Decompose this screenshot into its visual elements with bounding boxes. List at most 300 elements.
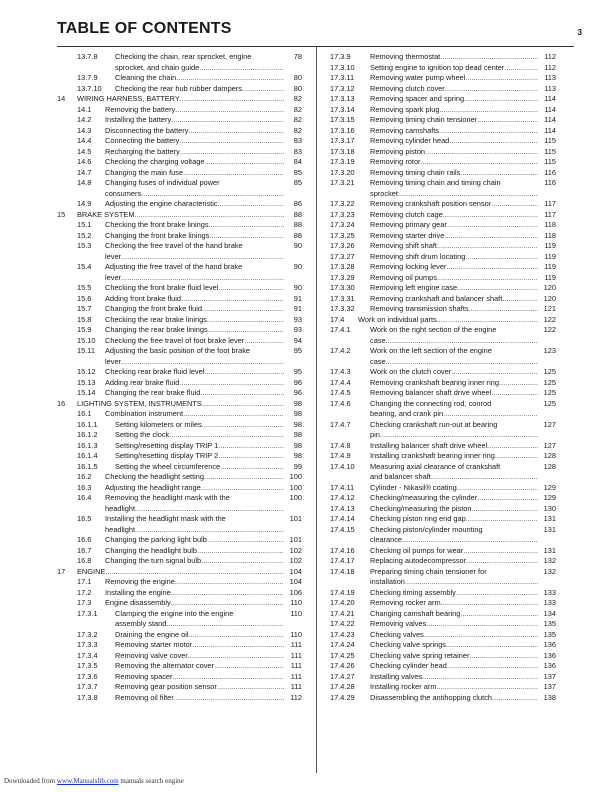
toc-entry-page: 82 <box>293 104 302 114</box>
toc-entry[interactable] <box>57 147 302 158</box>
toc-entry-number: 14.1 <box>77 104 92 114</box>
dot-leader <box>183 409 284 420</box>
toc-entry-number: 15.7 <box>77 304 92 313</box>
toc-entry[interactable] <box>330 231 556 242</box>
toc-entry-title: Setting/resetting display TRIP 2 <box>115 451 219 460</box>
dot-leader <box>188 126 284 137</box>
toc-entry[interactable] <box>57 294 302 305</box>
toc-entry[interactable] <box>57 409 302 420</box>
dot-leader <box>171 115 284 126</box>
toc-entry-page: 132 <box>543 556 556 565</box>
toc-entry[interactable] <box>57 157 302 168</box>
toc-entry-title: Adjusting the basic position of the foot brake <box>105 346 251 355</box>
toc-entry-title: Removing valve cover <box>115 650 188 660</box>
toc-entry[interactable] <box>330 325 556 346</box>
toc-entry-number: 17.4.23 <box>330 629 355 639</box>
toc-entry-page: 100 <box>289 493 302 502</box>
dot-leader <box>202 399 284 410</box>
toc-entry-number: 17.3.24 <box>330 220 355 229</box>
dot-leader <box>443 210 538 221</box>
toc-entry[interactable] <box>330 640 556 651</box>
toc-entry-page: 116 <box>544 167 556 177</box>
toc-entry[interactable] <box>330 84 556 95</box>
toc-entry[interactable] <box>330 619 556 630</box>
toc-entry-number: 17.3.6 <box>77 671 98 681</box>
toc-entry-page: 113 <box>544 83 556 93</box>
toc-entry-page: 85 <box>293 167 302 177</box>
toc-entry-page: 98 <box>293 419 302 429</box>
toc-entry-number: 14.5 <box>77 146 92 156</box>
toc-entry-title-continued: lever <box>105 272 122 282</box>
toc-entry[interactable] <box>57 168 302 179</box>
dot-leader <box>437 241 538 252</box>
toc-entry-number: 17.4.21 <box>330 608 355 618</box>
toc-entry[interactable] <box>57 388 302 399</box>
dot-leader <box>201 556 284 567</box>
toc-entry-number: 15.10 <box>77 335 96 345</box>
toc-entry[interactable] <box>57 346 302 367</box>
toc-entry-title: Checking the front brake fluid level <box>105 283 219 292</box>
toc-entry[interactable] <box>330 451 556 462</box>
toc-entry[interactable] <box>57 241 302 262</box>
toc-entry-page: 130 <box>543 503 556 513</box>
toc-entry-title: Replacing autodecompressor <box>370 556 467 565</box>
toc-entry-title: Disassembling the antihopping clutch <box>370 692 493 702</box>
dot-leader <box>180 147 284 158</box>
dot-leader <box>499 378 538 389</box>
toc-entry[interactable] <box>330 630 556 641</box>
toc-entry[interactable] <box>330 609 556 620</box>
toc-entry-page: 137 <box>543 682 556 691</box>
toc-entry-page: 88 <box>293 230 302 240</box>
toc-entry-page: 95 <box>293 346 302 355</box>
toc-entry[interactable] <box>330 220 556 231</box>
toc-entry-title: Work on the clutch cover <box>370 367 452 376</box>
toc-entry-page: 114 <box>544 94 556 103</box>
page-title: TABLE OF CONTENTS <box>57 20 232 37</box>
toc-entry[interactable] <box>330 556 556 567</box>
toc-entry-page: 83 <box>293 136 302 145</box>
toc-entry[interactable] <box>330 252 556 263</box>
dot-leader <box>218 441 284 452</box>
dot-leader <box>171 598 284 609</box>
toc-entry[interactable] <box>330 168 556 179</box>
toc-entry-page: 111 <box>290 650 302 660</box>
dot-leader <box>439 105 538 116</box>
toc-entry-page: 117 <box>544 199 556 208</box>
toc-entry[interactable] <box>57 52 302 73</box>
toc-entry-title: Removing gear position sensor <box>115 682 217 691</box>
toc-entry[interactable] <box>57 672 302 683</box>
toc-entry-page: 101 <box>289 514 302 523</box>
toc-entry-title-continued: clearance <box>370 535 403 544</box>
dot-leader <box>456 588 538 599</box>
toc-entry[interactable] <box>330 315 556 326</box>
toc-entry[interactable] <box>57 588 302 599</box>
toc-entry-number: 17.4 <box>330 314 345 324</box>
toc-entry[interactable] <box>330 52 556 63</box>
toc-entry[interactable] <box>330 126 556 137</box>
toc-entry-number: 17.4.20 <box>330 598 355 607</box>
toc-entry-title: Installing rocker arm <box>370 682 437 691</box>
toc-entry[interactable] <box>57 661 302 672</box>
toc-entry[interactable] <box>57 220 302 231</box>
toc-entry[interactable] <box>57 556 302 567</box>
toc-entry[interactable] <box>330 399 556 420</box>
toc-entry[interactable] <box>57 609 302 630</box>
toc-entry[interactable] <box>330 346 556 367</box>
dot-leader <box>135 525 284 536</box>
toc-entry-title: Checking valve spring retainer <box>370 650 470 660</box>
toc-entry-number: 16.6 <box>77 535 92 544</box>
toc-entry[interactable] <box>330 73 556 84</box>
toc-entry[interactable] <box>57 115 302 126</box>
toc-entry[interactable] <box>57 178 302 199</box>
toc-entry[interactable] <box>330 157 556 168</box>
toc-entry[interactable] <box>57 441 302 452</box>
toc-entry-title: Installing balancer shaft drive wheel <box>370 440 488 450</box>
toc-entry-number: 17.3.12 <box>330 83 355 93</box>
toc-entry-number: 17.4.25 <box>330 650 355 660</box>
toc-entry-number: 17.3.25 <box>330 230 355 240</box>
toc-entry[interactable] <box>57 136 302 147</box>
toc-entry[interactable] <box>57 210 302 221</box>
toc-entry-title: BRAKE SYSTEM <box>77 209 135 219</box>
toc-entry[interactable] <box>330 241 556 252</box>
toc-entry-title: Removing the battery <box>105 104 176 114</box>
toc-entry-number: 16.5 <box>77 514 92 523</box>
toc-entry-page: 90 <box>293 241 302 250</box>
toc-entry[interactable] <box>330 136 556 147</box>
dot-leader <box>405 577 538 588</box>
toc-entry[interactable] <box>330 378 556 389</box>
toc-entry-page: 104 <box>289 566 302 576</box>
toc-entry-page: 135 <box>543 629 556 639</box>
toc-entry-title: WIRING HARNESS, BATTERY <box>77 94 180 103</box>
toc-entry-title: Removing transmission shafts <box>370 304 469 313</box>
toc-entry[interactable] <box>330 178 556 199</box>
toc-entry-page: 110 <box>290 608 302 618</box>
toc-entry-title: Removing spacer and spring <box>370 94 465 103</box>
toc-entry-number: 17.4.28 <box>330 682 355 691</box>
toc-entry-page: 101 <box>289 535 302 544</box>
toc-entry-page: 120 <box>543 293 556 303</box>
dot-leader <box>217 682 284 693</box>
toc-entry[interactable] <box>330 283 556 294</box>
toc-entry-page: 131 <box>543 524 556 534</box>
toc-entry[interactable] <box>330 462 556 483</box>
toc-entry-page: 111 <box>290 640 302 649</box>
dot-leader <box>487 441 538 452</box>
dot-leader <box>446 640 538 651</box>
toc-entry-title-continued: assembly stand <box>115 619 167 628</box>
toc-entry[interactable] <box>57 451 302 462</box>
toc-entry-title: Changing fuses of individual power <box>105 178 220 187</box>
toc-entry[interactable] <box>57 682 302 693</box>
toc-entry-number: 15.6 <box>77 293 92 303</box>
dot-leader <box>244 336 284 347</box>
toc-entry-title: Changing camshaft bearing <box>370 608 461 618</box>
toc-entry-number: 15.8 <box>77 314 92 324</box>
toc-entry-number: 16 <box>57 398 66 408</box>
toc-entry[interactable] <box>330 273 556 284</box>
toc-entry-page: 88 <box>293 209 302 219</box>
toc-entry-number: 17.3.22 <box>330 199 355 208</box>
toc-entry-page: 98 <box>293 398 302 408</box>
toc-entry-title: Removing clutch cage <box>370 209 443 219</box>
dot-leader <box>437 315 538 326</box>
toc-entry-title: Removing shift drum locating <box>370 251 466 261</box>
toc-entry-page: 122 <box>543 325 556 334</box>
dot-leader <box>202 420 284 431</box>
toc-entry-title: Checking the free travel of the hand brake <box>105 241 243 250</box>
toc-entry-page: 91 <box>293 293 302 303</box>
toc-entry[interactable] <box>330 210 556 221</box>
toc-entry-title: Removing valves <box>370 619 427 628</box>
toc-entry[interactable] <box>330 651 556 662</box>
dot-leader <box>465 252 538 263</box>
toc-entry-page: 122 <box>543 314 556 324</box>
toc-entry[interactable] <box>57 493 302 514</box>
toc-entry[interactable] <box>330 525 556 546</box>
toc-entry[interactable] <box>57 84 302 95</box>
toc-entry[interactable] <box>57 325 302 336</box>
dot-leader <box>218 283 284 294</box>
toc-entry[interactable] <box>330 63 556 74</box>
toc-entry-title: Work on individual parts <box>358 314 437 324</box>
toc-entry-number: 17.4.5 <box>330 388 351 397</box>
toc-entry-number: 17.4.17 <box>330 556 355 565</box>
toc-entry[interactable] <box>57 693 302 704</box>
toc-entry[interactable] <box>57 126 302 137</box>
toc-entry[interactable] <box>330 441 556 452</box>
toc-entry-page: 125 <box>543 377 556 387</box>
toc-entry-number: 17.2 <box>77 587 92 597</box>
toc-entry-number: 14.6 <box>77 157 92 166</box>
dot-leader <box>441 598 538 609</box>
toc-entry[interactable] <box>330 598 556 609</box>
toc-entry[interactable] <box>330 115 556 126</box>
toc-entry-title: Installing the battery <box>105 115 172 124</box>
footer-link[interactable]: www.Manualslib.com <box>56 777 119 785</box>
toc-entry-page: 136 <box>543 661 556 670</box>
toc-entry-page: 80 <box>293 83 302 93</box>
toc-entry[interactable] <box>330 693 556 704</box>
toc-entry[interactable] <box>330 199 556 210</box>
dot-leader <box>176 73 284 84</box>
toc-entry-number: 17.3.2 <box>77 629 98 639</box>
dot-leader <box>491 388 538 399</box>
dot-leader <box>504 63 538 74</box>
dot-leader <box>477 115 538 126</box>
toc-entry-page: 104 <box>289 577 302 586</box>
toc-entry-number: 15.14 <box>77 388 96 397</box>
toc-entry[interactable] <box>57 367 302 378</box>
column-divider <box>316 47 317 773</box>
toc-entry-title: Preparing timing chain tensioner for <box>370 566 487 576</box>
toc-entry[interactable] <box>330 504 556 515</box>
dot-leader <box>209 220 284 231</box>
toc-entry-title: Checking/measuring the piston <box>370 503 472 513</box>
toc-entry[interactable] <box>57 399 302 410</box>
toc-entry-number: 17.3.10 <box>330 62 355 72</box>
toc-entry-number: 17.4.7 <box>330 419 351 429</box>
toc-entry-page: 118 <box>544 220 556 229</box>
toc-entry-title: Removing timing chain rails <box>370 167 461 177</box>
toc-entry-number: 17.4.14 <box>330 514 355 523</box>
toc-entry-title: Removing oil pumps <box>370 272 437 282</box>
toc-entry[interactable] <box>330 493 556 504</box>
toc-entry[interactable] <box>57 231 302 242</box>
dot-leader <box>457 483 538 494</box>
toc-entry-title: Removing water pump wheel <box>370 73 466 82</box>
toc-entry-page: 128 <box>543 451 556 460</box>
toc-entry-page: 98 <box>293 451 302 460</box>
toc-entry-page: 82 <box>293 115 302 124</box>
toc-entry-page: 114 <box>544 115 556 124</box>
dot-leader <box>204 157 284 168</box>
toc-entry-title-continued: sprocket, and chain guide <box>115 62 200 72</box>
toc-entry-title: Setting kilometers or miles <box>115 419 202 429</box>
toc-entry[interactable] <box>57 598 302 609</box>
toc-entry[interactable] <box>330 567 556 588</box>
toc-entry-number: 13.7.10 <box>77 83 102 93</box>
toc-entry-page: 98 <box>293 440 302 450</box>
toc-entry-title: Removing the headlight mask with the <box>105 493 230 502</box>
toc-entry[interactable] <box>330 367 556 378</box>
toc-entry[interactable] <box>330 294 556 305</box>
toc-entry[interactable] <box>57 336 302 347</box>
toc-entry[interactable] <box>57 630 302 641</box>
toc-entry-number: 17.3.32 <box>330 304 355 313</box>
toc-entry-title: Removing rocker arm <box>370 598 441 607</box>
toc-entry[interactable] <box>330 420 556 441</box>
dot-leader <box>189 630 284 641</box>
toc-entry-title: Installing crankshaft bearing inner ring <box>370 451 495 460</box>
toc-entry-title: Changing the parking light bulb <box>105 535 207 544</box>
toc-entry[interactable] <box>330 147 556 158</box>
toc-entry[interactable] <box>57 105 302 116</box>
dot-leader <box>173 672 284 683</box>
toc-entry-title: Checking the rear hub rubber dampers <box>115 83 242 93</box>
toc-entry-title: Setting/resetting display TRIP 1 <box>115 440 219 450</box>
toc-entry[interactable] <box>330 672 556 683</box>
toc-entry[interactable] <box>57 283 302 294</box>
toc-entry-number: 17.3.14 <box>330 104 355 114</box>
toc-entry-page: 93 <box>293 325 302 334</box>
toc-entry-number: 15.2 <box>77 230 92 240</box>
toc-entry[interactable] <box>57 262 302 283</box>
dot-leader <box>447 220 538 231</box>
toc-entry-number: 15.5 <box>77 283 92 292</box>
toc-entry[interactable] <box>57 472 302 483</box>
toc-entry[interactable] <box>57 73 302 84</box>
toc-entry-title: Checking the front brake linings <box>105 220 209 229</box>
toc-entry[interactable] <box>57 535 302 546</box>
toc-entry-title: Checking crankshaft run-out at bearing <box>370 419 498 429</box>
toc-entry-title: Cylinder - Nikasil® coating <box>370 482 457 492</box>
toc-entry[interactable] <box>330 546 556 557</box>
toc-entry-title: Changing the headlight bulb <box>105 545 198 555</box>
toc-entry-page: 111 <box>290 661 302 670</box>
toc-entry-number: 17 <box>57 566 66 576</box>
toc-entry[interactable] <box>57 378 302 389</box>
toc-entry-title: LIGHTING SYSTEM, INSTRUMENTS <box>77 398 202 408</box>
toc-entry-title: Removing shift shaft <box>370 241 437 250</box>
dot-leader <box>207 535 284 546</box>
dot-leader <box>169 430 284 441</box>
toc-entry-number: 17.4.27 <box>330 671 355 681</box>
toc-entry[interactable] <box>57 315 302 326</box>
toc-entry-title: Adding front brake fluid <box>105 293 182 303</box>
toc-entry[interactable] <box>57 304 302 315</box>
dot-leader <box>181 294 284 305</box>
toc-entry[interactable] <box>330 388 556 399</box>
toc-entry-page: 129 <box>543 493 556 502</box>
toc-entry[interactable] <box>57 199 302 210</box>
toc-entry-number: 14.7 <box>77 167 92 177</box>
toc-entry[interactable] <box>57 651 302 662</box>
toc-entry-title: Setting the clock <box>115 430 170 439</box>
dot-leader <box>502 294 538 305</box>
toc-entry[interactable] <box>57 430 302 441</box>
toc-entry[interactable] <box>330 682 556 693</box>
toc-entry[interactable] <box>57 577 302 588</box>
toc-entry-title: Removing starter drive <box>370 230 445 240</box>
toc-entry-page: 123 <box>543 346 556 355</box>
toc-entry-number: 17.1 <box>77 577 92 586</box>
toc-entry-page: 82 <box>293 94 302 103</box>
toc-entry-page: 115 <box>544 146 556 156</box>
toc-entry[interactable] <box>57 640 302 651</box>
dot-leader <box>492 693 538 704</box>
toc-entry-number: 15.11 <box>77 346 95 355</box>
toc-entry[interactable] <box>57 514 302 535</box>
toc-entry[interactable] <box>57 462 302 473</box>
toc-entry-title-continued: installation <box>370 577 405 586</box>
toc-entry[interactable] <box>330 262 556 273</box>
toc-entry[interactable] <box>57 94 302 105</box>
toc-entry[interactable] <box>330 105 556 116</box>
toc-entry[interactable] <box>57 546 302 557</box>
toc-entry[interactable] <box>57 420 302 431</box>
toc-entry-title: Removing crankshaft position sensor <box>370 199 492 208</box>
toc-entry[interactable] <box>330 661 556 672</box>
toc-entry[interactable] <box>330 483 556 494</box>
dot-leader <box>386 336 538 347</box>
toc-entry[interactable] <box>330 304 556 315</box>
toc-entry-page: 93 <box>293 314 302 324</box>
toc-entry-number: 16.2 <box>77 472 92 481</box>
toc-entry[interactable] <box>330 514 556 525</box>
dot-leader <box>175 577 284 588</box>
toc-entry[interactable] <box>330 588 556 599</box>
toc-entry[interactable] <box>57 483 302 494</box>
toc-entry-number: 17.3.26 <box>330 241 355 250</box>
dot-leader <box>204 472 284 483</box>
toc-entry[interactable] <box>330 94 556 105</box>
toc-entry-page: 129 <box>543 482 556 492</box>
toc-entry-page: 106 <box>289 587 302 597</box>
toc-entry-title: Changing the main fuse <box>105 167 184 177</box>
toc-entry-page: 80 <box>293 73 302 82</box>
toc-entry-title: Changing the rear brake fluid <box>105 388 201 397</box>
toc-entry-number: 17.4.1 <box>330 325 351 334</box>
toc-entry[interactable] <box>57 567 302 578</box>
toc-entry-page: 98 <box>293 430 302 439</box>
toc-entry-title: Changing the connecting rod, conrod <box>370 398 492 408</box>
toc-entry-number: 13.7.9 <box>77 73 98 82</box>
